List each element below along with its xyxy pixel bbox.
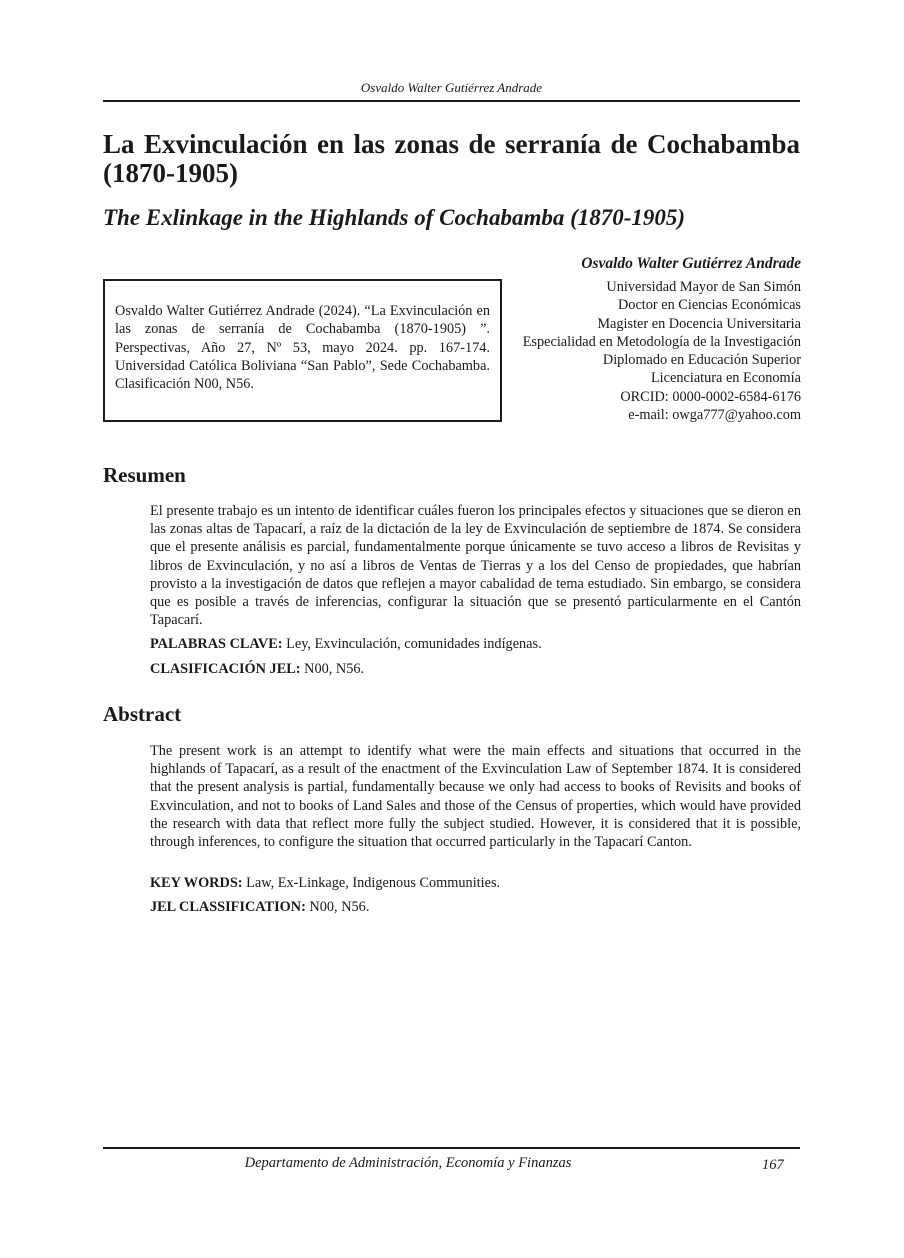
palabras-clave <box>150 635 801 653</box>
orcid: ORCID: 0000-0002-6584-6176 <box>620 388 801 405</box>
footer-department: Departamento de Administración, Economía y Finanzas <box>244 1155 572 1171</box>
abstract-heading: Abstract <box>103 702 182 726</box>
email: e-mail: owga777@yahoo.com <box>628 407 801 424</box>
palabras-clave-value: Ley, Exvinculación, comunidades indígenas. <box>282 636 542 652</box>
affiliation-line: Magister en Docencia Universitaria <box>597 315 801 332</box>
citation-box: Osvaldo Walter Gutiérrez Andrade (2024). “La Exvinculación en las zonas de serranía de Cochabamba (1870-1905) ”. Perspectivas, Año 27, Nº 53, mayo 2024. pp. 167-174. Universidad Católica Boliviana “San Pablo”, Sede Cochabamba. Clasificación N00, N56. <box>103 279 502 422</box>
clasificacion-jel-label: CLASIFICACIÓN JEL: <box>150 661 301 677</box>
resumen-heading: Resumen <box>103 463 186 487</box>
clasificacion-jel <box>150 660 801 678</box>
clasificacion-jel-value: N00, N56. <box>300 661 365 677</box>
footer-rule <box>103 1147 800 1149</box>
key-words-label: KEY WORDS: <box>150 875 243 891</box>
key-words <box>150 874 801 892</box>
jel-classification-label: JEL CLASSIFICATION: <box>150 899 306 915</box>
running-header-author: Osvaldo Walter Gutiérrez Andrade <box>360 80 543 95</box>
header-rule <box>103 100 800 102</box>
author-name: Osvaldo Walter Gutiérrez Andrade <box>581 255 801 272</box>
jel-classification-value: N00, N56. <box>305 899 370 915</box>
author-block <box>481 254 801 424</box>
jel-classification <box>150 898 801 916</box>
palabras-clave-label: PALABRAS CLAVE: <box>150 636 283 652</box>
key-words-value: Law, Ex-Linkage, Indigenous Communities. <box>242 875 501 891</box>
page-number: 167 <box>762 1157 784 1173</box>
affiliation-line: Diplomado en Educación Superior <box>602 352 801 369</box>
affiliation-line: Especialidad en Metodología de la Investigación <box>522 333 801 350</box>
article-title: La Exvinculación en las zonas de serranía de Cochabamba (1870-1905) <box>103 129 800 188</box>
resumen-text: El presente trabajo es un intento de identificar cuáles fueron los principales efectos y situaciones que se dieron en las zonas altas de Tapacarí, a raíz de la dictación de la ley de Exvinculación de septiembre de 1874. Se considera que el presente análisis es parcial, fundamentalmente porque únicamente se tuvo acceso a libros de Revisitas y libros de Exvinculación, y no así a libros de Ventas de Tierras y a los del Censo de propiedades, que habrían provisto a la investigación de datos que reflejen a mayor cabalidad de tema estudiado. Sin embargo, se considera que es posible a través de inferencias, configurar la situación que se presentó particularmente en el Cantón Tapacarí. <box>150 503 801 629</box>
affiliation-line: Doctor en Ciencias Económicas <box>617 297 801 314</box>
article-subtitle: The Exlinkage in the Highlands of Cochabamba (1870-1905) <box>103 205 686 230</box>
affiliation-line: Universidad Mayor de San Simón <box>606 279 801 295</box>
abstract-text: The present work is an attempt to identify what were the main effects and situations that occurred in the highlands of Tapacarí, as a result of the enactment of the Exvinculation Law of September 1874. It is considered that the present analysis is partial, fundamentally because we only had access to books of Revisits and books of Exvinculation, and not to books of Land Sales and those of the Census of properties, which would have provided the research with data that reflect more fully the subject studied. However, it is considered that it is possible, through inferences, to configure the situation that occurred particularly in the Tapacarí Canton. <box>150 743 801 851</box>
affiliation-line: Licenciatura en Economía <box>650 370 801 387</box>
